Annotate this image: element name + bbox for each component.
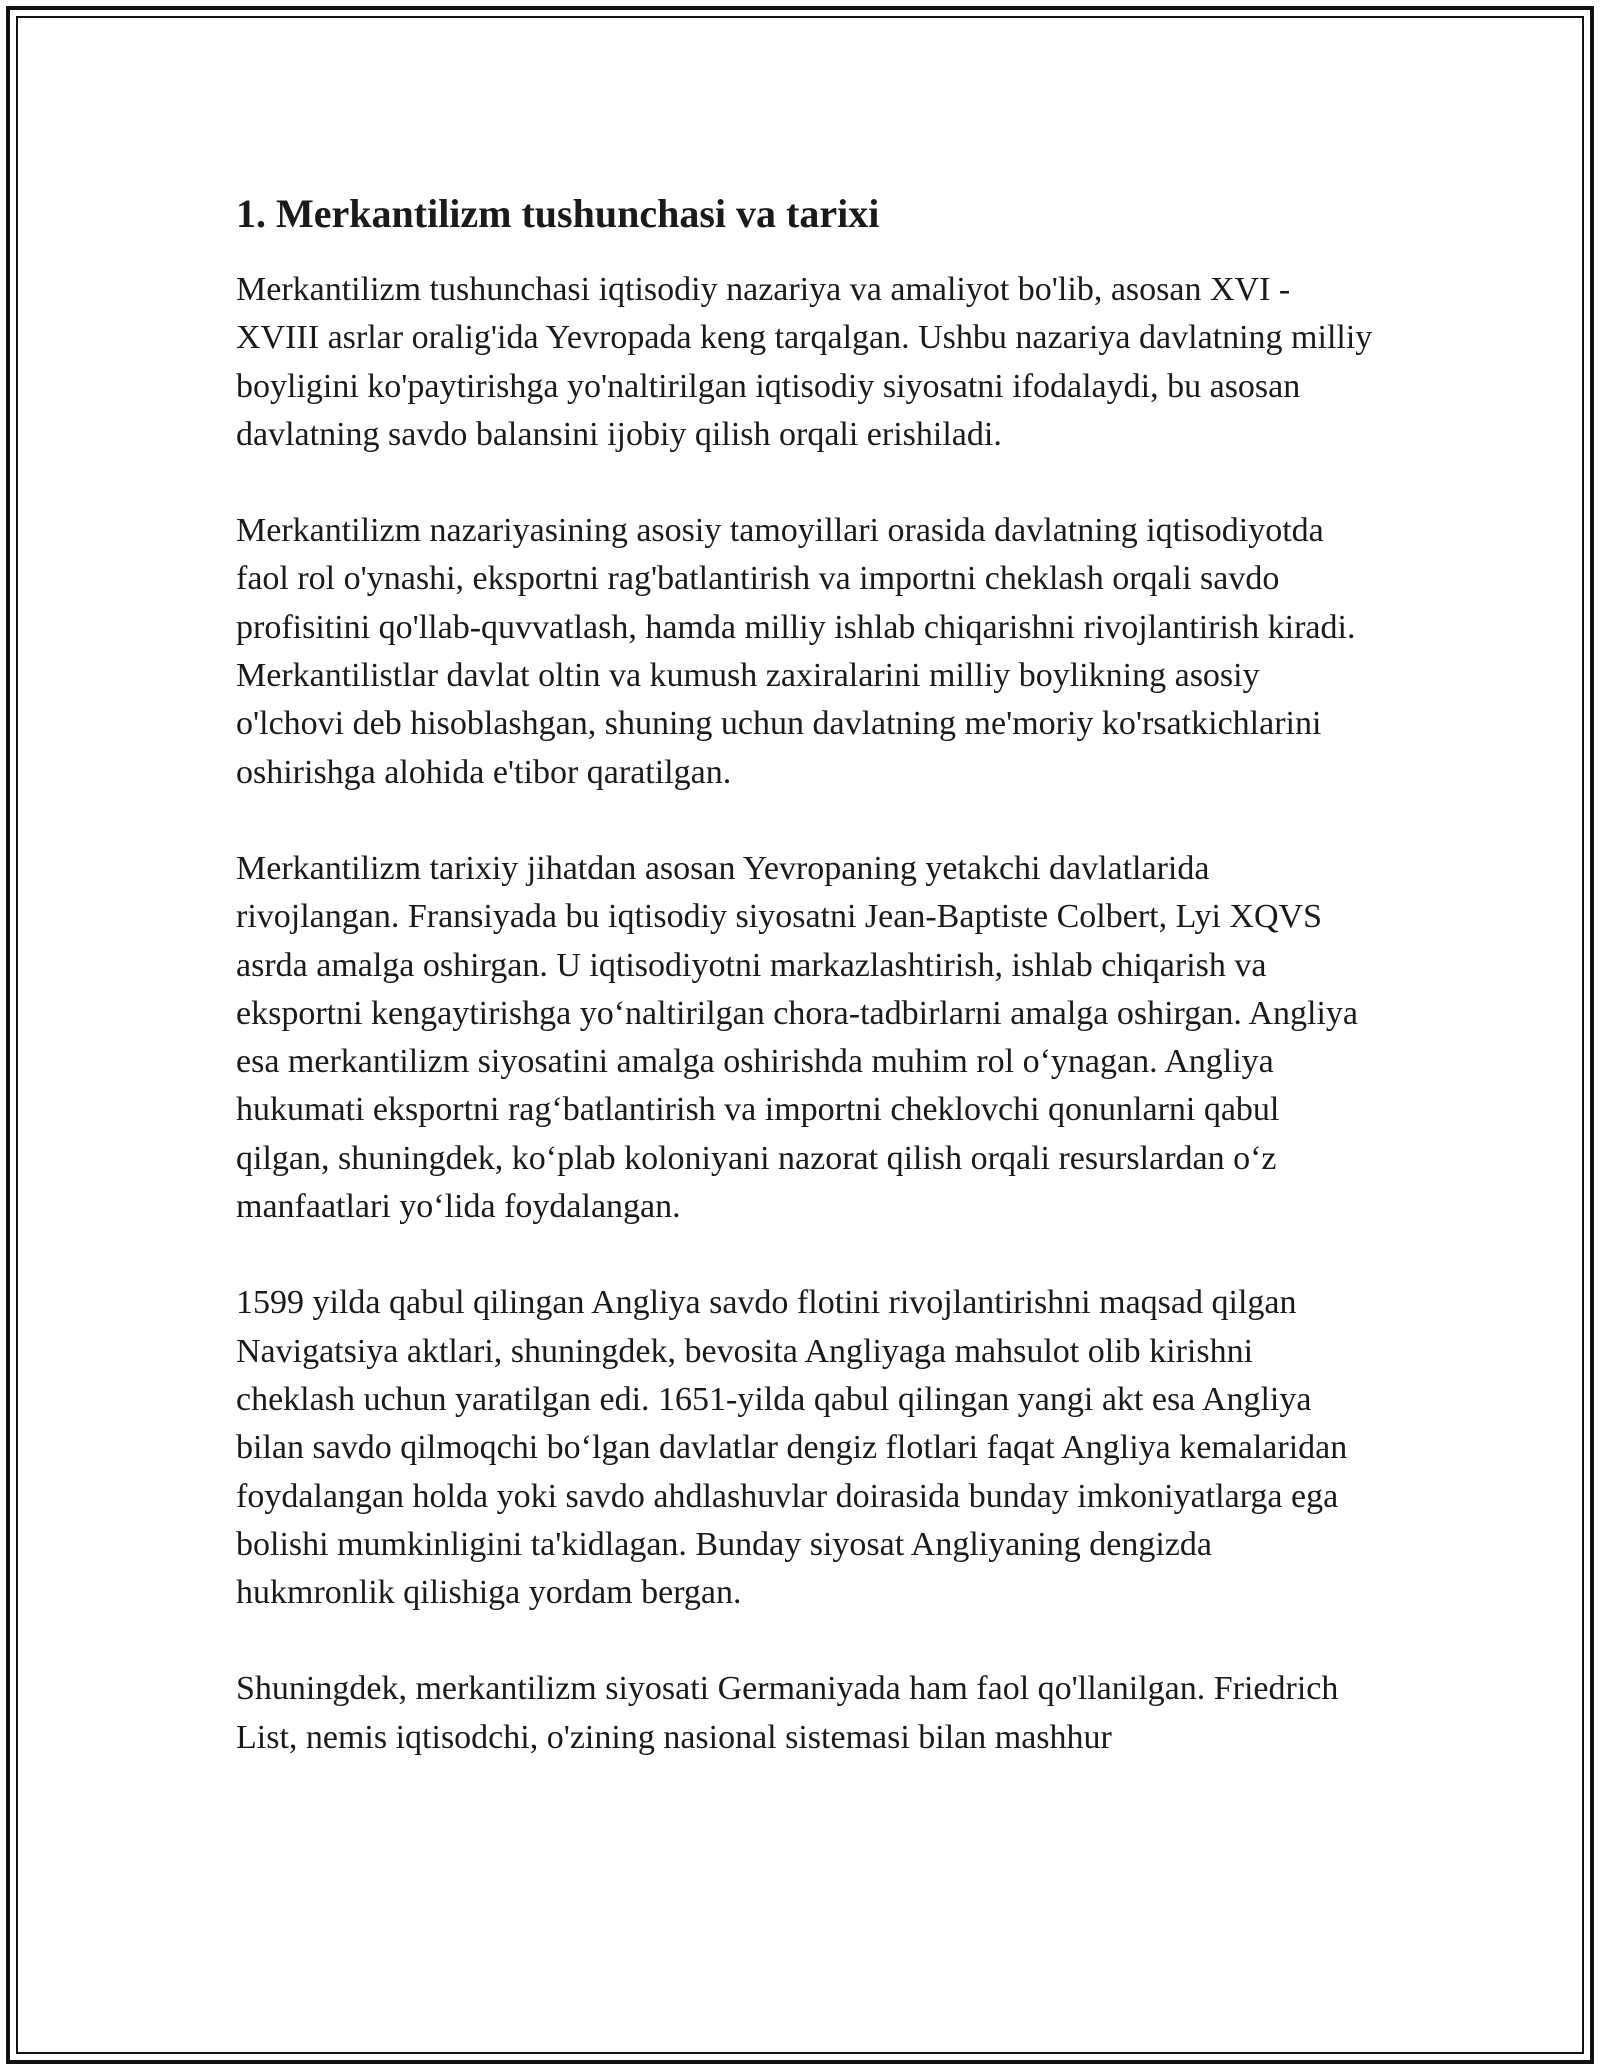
paragraph: Merkantilizm tushunchasi iqtisodiy nazariya va amaliyot bo'lib, asosan XVI - XVIII asrlar oralig'ida Yevropada keng tarqalgan. Ushbu nazariya davlatning milliy boyligini ko'paytirishga yo'naltirilgan iqtisodiy siyosatni ifodalaydi, bu asosan davlatning savdo balansini ijobiy qilish orqali erishiladi. xyxy=(236,271,1373,453)
document-body xyxy=(236,186,1376,1810)
paragraph: Merkantilizm nazariyasining asosiy tamoyillari orasida davlatning iqtisodiyotda faol rol o'ynashi, eksportni rag'batlantirish va importni cheklash orqali savdo profisitini qo'llab-quvvatlash, hamda milliy ishlab chiqarishni rivojlantirish kiradi. Merkantilistlar davlat oltin va kumush zaxiralarini milliy boylikning asosiy o'lchovi deb hisoblashgan, shuning uchun davlatning me'moriy ko'rsatkichlarini oshirishga alohida e'tibor qaratilgan. xyxy=(236,512,1356,791)
paragraph: Merkantilizm tarixiy jihatdan asosan Yevropaning yetakchi davlatlarida rivojlangan. Fransiyada bu iqtisodiy siyosatni Jean-Baptiste Colbert, Lyi XQVS asrda amalga oshirgan. U iqtisodiyotni markazlashtirish, ishlab chiqarish va eksportni kengaytirishga yo‘naltirilgan chora-tadbirlarni amalga oshirgan. Angliya esa merkantilizm siyosatini amalga oshirishda muhim rol o‘ynagan. Angliya hukumati eksportni rag‘batlantirish va importni cheklovchi qonunlarni qabul qilgan, shuningdek, ko‘plab koloniyani nazorat qilish orqali resurslardan o‘z manfaatlari yo‘lida foydalangan. xyxy=(236,849,1358,1226)
paragraph: Shuningdek, merkantilizm siyosati Germaniyada ham faol qo'llanilgan. Friedrich List, nemis iqtisodchi, o'zining nasional sistemasi bilan mashhur xyxy=(236,1670,1339,1756)
paragraph: 1599 yilda qabul qilingan Angliya savdo flotini rivojlantirishni maqsad qilgan Navigatsiya aktlari, shuningdek, bevosita Angliyaga mahsulot olib kirishni cheklash uchun yaratilgan edi. 1651-yilda qabul qilingan yangi akt esa Angliya bilan savdo qilmoqchi bo‘lgan davlatlar dengiz flotlari faqat Angliya kemalaridan foydalangan holda yoki savdo ahdlashuvlar doirasida bunday imkoniyatlarga ega bolishi mumkinligini ta'kidlagan. Bunday siyosat Angliyaning dengizda hukmronlik qilishiga yordam bergan. xyxy=(236,1284,1348,1612)
section-heading: 1. Merkantilizm tushunchasi va tarixi xyxy=(236,191,880,236)
